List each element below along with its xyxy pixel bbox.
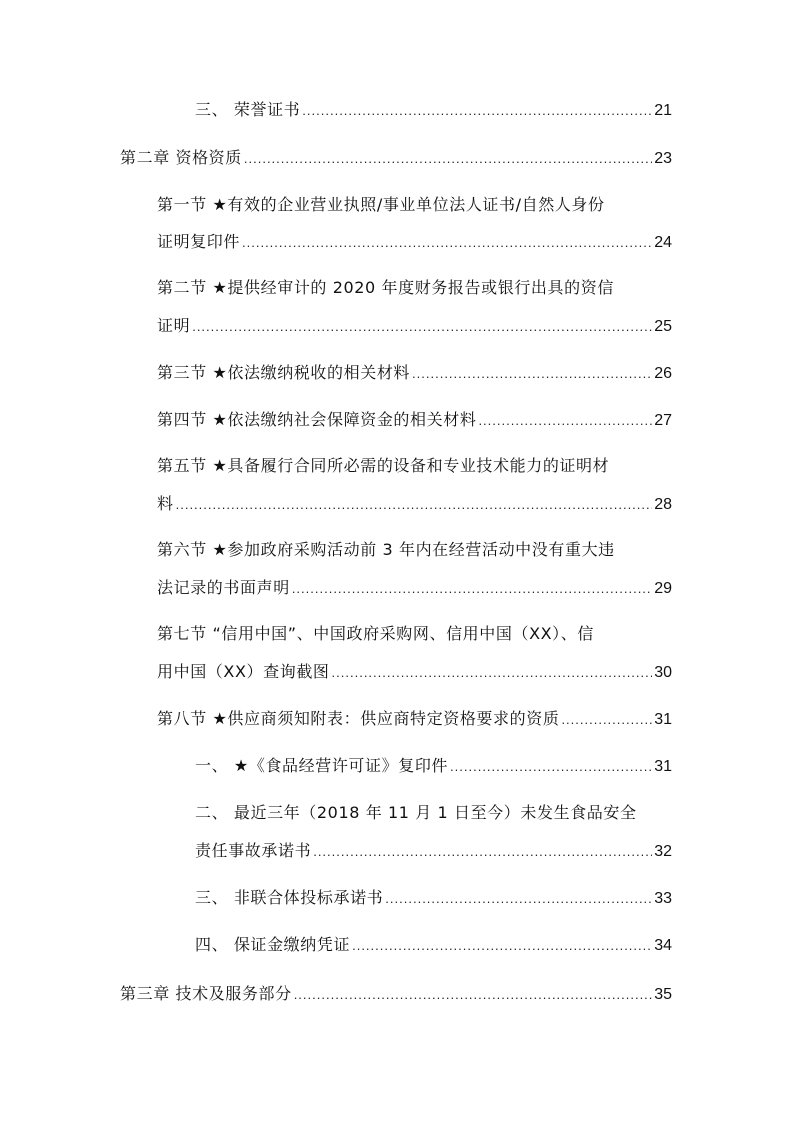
dot-leader: [313, 840, 652, 864]
toc-entry[interactable]: 用中国（XX）查询截图 ..... 30: [157, 660, 672, 684]
page-number: 23: [654, 150, 672, 167]
toc-entry-line1[interactable]: 二、 最近三年（2018 年 11 月 1 日至今）未发生食品安全: [195, 803, 637, 822]
toc-entry[interactable]: 证明复印件 ..... 24: [157, 230, 672, 254]
page-number: 21: [654, 102, 672, 119]
dot-leader: [332, 661, 653, 685]
page-number: 35: [654, 986, 672, 1003]
toc-entry[interactable]: 证明 ..... 25: [157, 314, 672, 338]
dot-leader: [450, 755, 652, 779]
page-number: 33: [654, 890, 672, 907]
dot-leader: [385, 887, 652, 911]
toc-entry[interactable]: 料 ..... 28: [157, 492, 672, 516]
dot-leader: [294, 983, 653, 1007]
dot-leader: [176, 493, 653, 517]
toc-chapter[interactable]: 第二章 资格资质 ..... 23: [120, 146, 672, 170]
toc-entry[interactable]: 第八节 ★供应商须知附表：供应商特定资格要求的资质 ..... 31: [157, 707, 672, 731]
toc-entry[interactable]: 第四节 ★依法缴纳社会保障资金的相关材料 ..... 27: [157, 408, 672, 432]
toc-entry-line1[interactable]: 第六节 ★参加政府采购活动前 3 年内在经营活动中没有重大违: [157, 540, 615, 559]
page-number: 34: [654, 937, 672, 954]
toc-entry-line1[interactable]: 第五节 ★具备履行合同所必需的设备和专业技术能力的证明材: [157, 456, 610, 475]
dot-leader: [192, 315, 652, 339]
dot-leader: [478, 409, 652, 433]
page-number: 26: [654, 365, 672, 382]
page-number: 31: [654, 711, 672, 728]
page-number: 31: [654, 758, 672, 775]
dot-leader: [292, 577, 652, 601]
toc-entry-line1[interactable]: 第二节 ★提供经审计的 2020 年度财务报告或银行出具的资信: [157, 278, 614, 297]
dot-leader: [561, 708, 652, 732]
toc-chapter[interactable]: 第三章 技术及服务部分 ..... 35: [120, 982, 672, 1006]
dot-leader: [352, 934, 652, 958]
page-number: 30: [654, 664, 672, 681]
toc-entry[interactable]: 四、 保证金缴纳凭证 ..... 34: [195, 933, 672, 957]
toc-entry[interactable]: 责任事故承诺书 ..... 32: [195, 839, 672, 863]
toc-entry[interactable]: 法记录的书面声明 ..... 29: [157, 576, 672, 600]
dot-leader: [302, 99, 652, 123]
dot-leader: [412, 362, 652, 386]
toc-entry[interactable]: 三、 荣誉证书 ..... 21: [195, 98, 672, 122]
toc-entry[interactable]: 三、 非联合体投标承诺书 ..... 33: [195, 886, 672, 910]
page-number: 24: [654, 234, 672, 251]
page-number: 27: [654, 412, 672, 429]
dot-leader: [244, 147, 652, 171]
page-number: 29: [654, 580, 672, 597]
toc-entry-line1[interactable]: 第七节 “信用中国”、中国政府采购网、信用中国（XX）、信: [157, 624, 594, 643]
page-number: 28: [654, 496, 672, 513]
page-number: 32: [654, 843, 672, 860]
page-number: 25: [654, 318, 672, 335]
toc-entry-line1[interactable]: 第一节 ★有效的企业营业执照/事业单位法人证书/自然人身份: [157, 195, 605, 214]
dot-leader: [242, 231, 652, 255]
toc-entry[interactable]: 一、 ★《食品经营许可证》复印件 ..... 31: [195, 754, 672, 778]
toc-entry[interactable]: 第三节 ★依法缴纳税收的相关材料 ..... 26: [157, 361, 672, 385]
